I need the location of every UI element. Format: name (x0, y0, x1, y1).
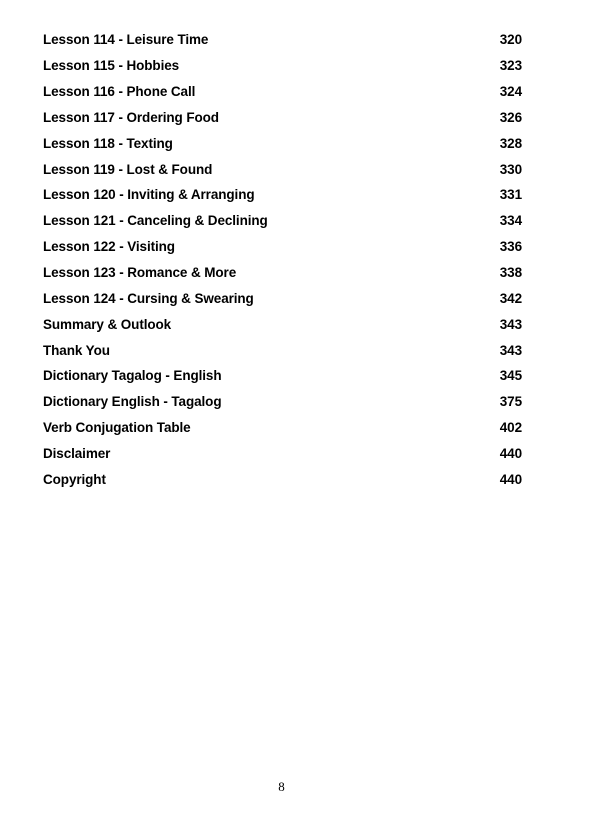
toc-entry-title: Lesson 115 - Hobbies (43, 58, 180, 74)
toc-entry[interactable] (43, 389, 522, 415)
toc-entry[interactable] (43, 53, 522, 79)
toc-entry-title: Dictionary English - Tagalog (43, 394, 222, 410)
toc-entry-page: 343 (499, 342, 522, 358)
toc-entry-title: Lesson 120 - Inviting & Arranging (43, 187, 255, 203)
toc-entry[interactable] (43, 311, 522, 337)
toc-entry[interactable] (43, 363, 522, 389)
toc-entry-title: Lesson 122 - Visiting (43, 239, 175, 255)
toc-entry-title: Copyright (43, 471, 106, 487)
toc-entry[interactable] (43, 337, 522, 363)
toc-entry-title: Lesson 118 - Texting (43, 135, 173, 151)
toc-entry[interactable] (43, 208, 522, 234)
toc-entry-page: 328 (499, 135, 522, 151)
table-of-contents (43, 27, 522, 492)
toc-entry[interactable] (43, 182, 522, 208)
toc-entry[interactable] (43, 466, 522, 492)
toc-entry-page: 326 (499, 109, 522, 125)
toc-entry[interactable] (43, 234, 522, 260)
toc-entry-page: 338 (499, 265, 522, 281)
toc-entry-title: Verb Conjugation Table (43, 420, 191, 436)
toc-entry-page: 402 (499, 420, 522, 436)
toc-entry-page: 375 (499, 394, 522, 410)
toc-entry-title: Disclaimer (43, 445, 111, 461)
toc-entry-page: 440 (499, 445, 522, 461)
toc-entry-page: 330 (499, 161, 522, 177)
toc-entry-title: Summary & Outlook (43, 316, 172, 332)
toc-entry-page: 343 (499, 316, 522, 332)
toc-entry-title: Dictionary Tagalog - English (43, 368, 222, 384)
toc-entry-title: Lesson 114 - Leisure Time (43, 32, 209, 48)
toc-entry[interactable] (43, 79, 522, 105)
toc-entry-page: 320 (499, 32, 522, 48)
toc-entry[interactable] (43, 156, 522, 182)
page-number: 8 (278, 779, 285, 794)
toc-entry-page: 331 (499, 187, 522, 203)
toc-entry[interactable] (43, 285, 522, 311)
toc-entry[interactable] (43, 27, 522, 53)
toc-entry-page: 342 (499, 290, 522, 306)
toc-entry-title: Lesson 116 - Phone Call (43, 84, 196, 100)
toc-entry-title: Lesson 124 - Cursing & Swearing (43, 290, 254, 306)
toc-entry[interactable] (43, 130, 522, 156)
toc-entry[interactable] (43, 415, 522, 441)
toc-entry-page: 323 (499, 58, 522, 74)
toc-entry-page: 440 (499, 471, 522, 487)
toc-entry-title: Lesson 117 - Ordering Food (43, 109, 219, 125)
toc-entry[interactable] (43, 260, 522, 286)
toc-entry-title: Lesson 121 - Canceling & Declining (43, 213, 268, 229)
toc-entry-page: 324 (499, 84, 522, 100)
toc-entry-page: 336 (499, 239, 522, 255)
toc-entry-page: 334 (499, 213, 522, 229)
toc-entry-title: Lesson 119 - Lost & Found (43, 161, 213, 177)
toc-entry[interactable] (43, 105, 522, 131)
toc-entry-title: Thank You (43, 342, 110, 358)
toc-entry-page: 345 (499, 368, 522, 384)
toc-entry-title: Lesson 123 - Romance & More (43, 265, 237, 281)
toc-entry[interactable] (43, 441, 522, 467)
